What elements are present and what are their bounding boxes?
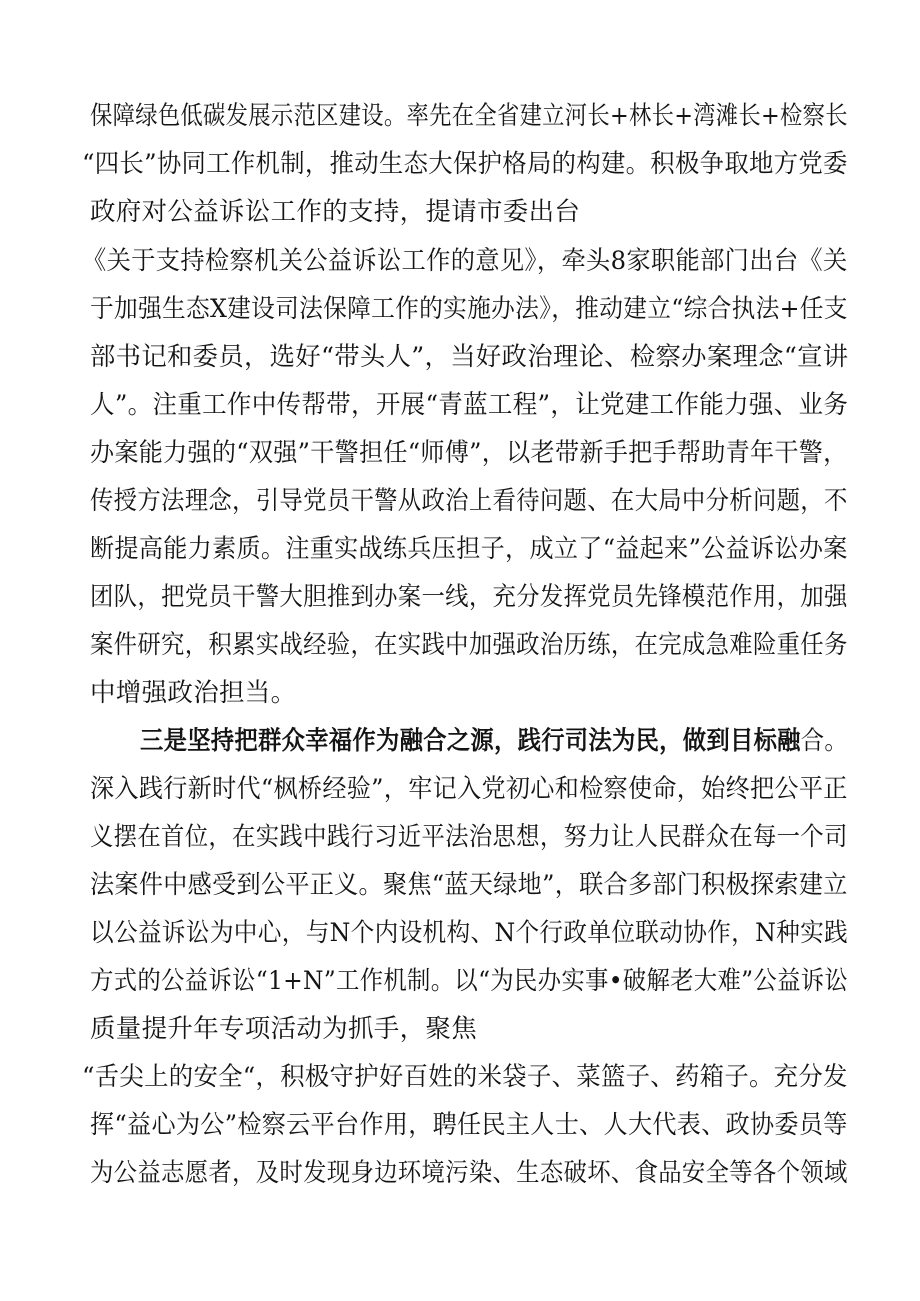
body-line-16: 法案件中感受到公平正义。聚焦“蓝天绿地”，联合多部门积极探索建立 [90, 870, 848, 900]
body-line-21: 挥“益心为公”检察云平台作用，聘任民主人士、人大代表、政协委员等 [90, 1110, 848, 1140]
body-line-9: 传授方法理念，引导党员干警从政治上看待问题、在大局中分析问题，不 [90, 486, 848, 516]
body-line-14: 深入践行新时代“枫桥经验”，牢记入党初心和检察使命，始终把公平正 [90, 774, 848, 804]
body-line-17: 以公益诉讼为中心，与N个内设机构、N个行政单位联动协作，N种实践 [90, 918, 849, 948]
body-line-3: 政府对公益诉讼工作的支持，提请市委出台 [90, 197, 581, 227]
body-line-4: 《关于支持检察机关公益诉讼工作的意见》，牵头8家职能部门出台《关 [82, 246, 848, 276]
body-line-15: 义摆在首位，在实践中践行习近平法治思想，努力让人民群众在每一个司 [90, 822, 848, 852]
section-heading-rest: 合。 [800, 726, 848, 756]
body-line-20: “舌尖上的安全“，积极守护好百姓的米袋子、菜篮子、药箱子。充分发 [82, 1062, 848, 1092]
body-line-8: 办案能力强的“双强”干警担任“师傅”，以老带新手把手帮助青年干警， [90, 438, 848, 468]
body-line-1: 保障绿色低碳发展示范区建设。率先在全省建立河长+林长+湾滩长+检察长 [90, 101, 848, 131]
body-line-6: 部书记和委员，选好“带头人”，当好政治理论、检察办案理念“宣讲 [90, 342, 849, 372]
body-line-11: 团队，把党员干警大胆推到办案一线，充分发挥党员先锋模范作用，加强 [90, 582, 848, 612]
section-heading-bold: 三是坚持把群众幸福作为融合之源，践行司法为民，做到目标融 [140, 726, 801, 756]
body-line-2: “四长”协同工作机制，推动生态大保护格局的构建。积极争取地方党委 [82, 149, 848, 179]
body-line-13: 中增强政治担当。 [90, 678, 297, 708]
body-line-18: 方式的公益诉讼“1+N”工作机制。以“为民办实事•破解老大难”公益诉讼 [90, 966, 849, 996]
body-line-10: 断提高能力素质。注重实战练兵压担子，成立了“益起来”公益诉讼办案 [90, 534, 848, 564]
body-line-7: 人”。注重工作中传帮带，开展“青蓝工程”，让党建工作能力强、业务 [90, 390, 849, 420]
body-line-19: 质量提升年专项活动为抓手，聚焦 [90, 1014, 478, 1044]
section-heading [140, 721, 848, 761]
body-line-22: 为公益志愿者，及时发现身边环境污染、生态破坏、食品安全等各个领域 [90, 1158, 848, 1188]
body-line-12: 案件研究，积累实战经验，在实践中加强政治历练，在完成急难险重任务 [90, 630, 848, 660]
body-line-5: 于加强生态X建设司法保障工作的实施办法》，推动建立“综合执法+任支 [90, 294, 848, 324]
